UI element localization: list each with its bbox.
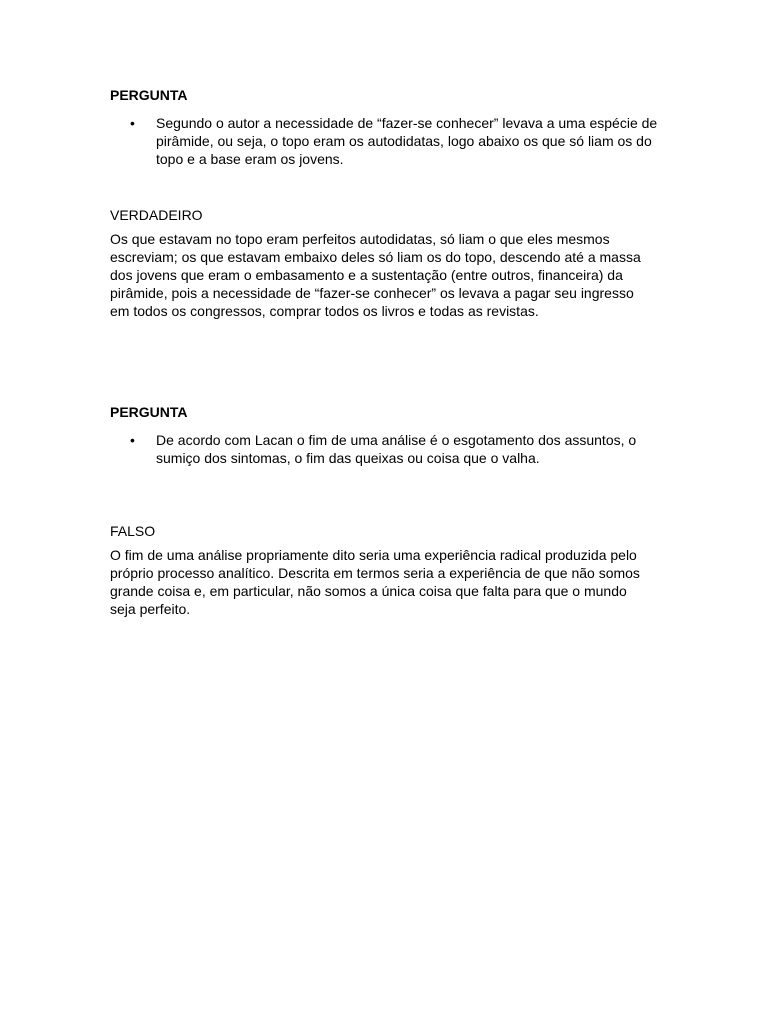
bullet-dot-icon: • xyxy=(130,432,135,448)
question-heading: PERGUNTA xyxy=(110,87,188,103)
answer-explanation: O fim de uma análise propriamente dito seria uma experiência radical produzida pelo próprio processo analítico. Descrita em termos seria a experiência de que não somos grande coisa e, em particular, não somos a única coisa que falta para que o mundo seja perfeito. xyxy=(110,547,640,617)
question-heading: PERGUNTA xyxy=(110,404,188,420)
answer-block-2 xyxy=(110,522,670,618)
answer-verdict: VERDADEIRO xyxy=(110,207,203,223)
answer-verdict: FALSO xyxy=(110,523,156,539)
question-bullet xyxy=(110,114,670,168)
question-bullet xyxy=(110,431,670,467)
question-text: Segundo o autor a necessidade de “fazer-se conhecer” levava a uma espécie de pirâmide, ou seja, o topo eram os autodidatas, logo abaixo os que só liam os do topo e a base eram os jovens. xyxy=(156,115,658,167)
answer-block-1 xyxy=(110,206,670,320)
question-text: De acordo com Lacan o fim de uma análise é o esgotamento dos assuntos, o sumiço dos sintomas, o fim das queixas ou coisa que o valha. xyxy=(156,432,637,466)
question-block-1 xyxy=(110,86,670,168)
question-block-2 xyxy=(110,403,670,467)
answer-explanation: Os que estavam no topo eram perfeitos autodidatas, só liam o que eles mesmos escreviam; os que estavam embaixo deles só liam os do topo, descendo até a massa dos jovens que eram o embasamento e a sustentação (entre outros, financeira) da pirâmide, pois a necessidade de “fazer-se conhecer” os levava a pagar seu ingresso em todos os congressos, comprar todos os livros e todas as revistas. xyxy=(110,231,641,319)
bullet-dot-icon: • xyxy=(130,115,135,131)
